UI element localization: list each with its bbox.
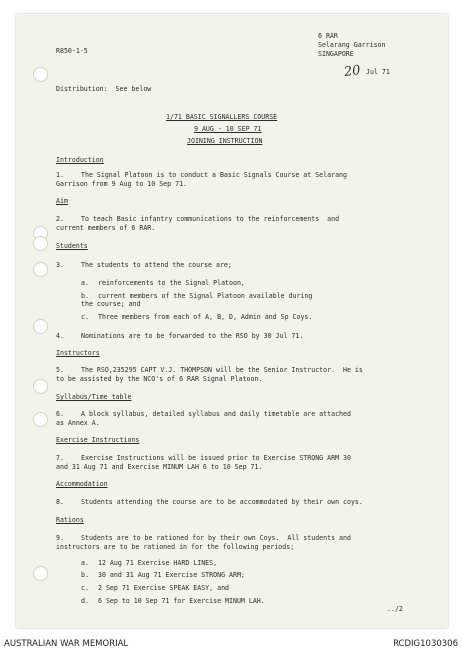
para-number: 1.: [56, 171, 64, 179]
para-text: and 31 Aug 71 and Exercise MINUM LAH 6 to 10 Sep 71.: [56, 463, 263, 471]
para-number: 3.: [56, 261, 64, 269]
para-text: Exercise Instructions will be issued prior to Exercise STRONG ARM 30: [81, 454, 351, 462]
list-label: b.: [81, 292, 89, 300]
para-number: 5.: [56, 366, 64, 374]
typed-date: Jul 71: [366, 68, 390, 76]
para-text: To teach Basic infantry communications to the reinforcements and: [81, 215, 340, 223]
punch-hole: [33, 236, 48, 251]
para-text: Nominations are to be forwarded to the RSO by 30 Jul 71.: [81, 332, 304, 340]
para-text: current members of 6 RAR.: [56, 224, 156, 232]
section-heading-rations: Rations: [56, 516, 84, 524]
list-label: a.: [81, 279, 89, 287]
para-number: 6.: [56, 410, 64, 418]
list-item: 2 Sep 71 Exercise SPEAK EASY, and: [98, 584, 230, 592]
page-continuation: ../2: [387, 605, 403, 613]
para-number: 8.: [56, 498, 64, 506]
handwritten-date-day: 20: [343, 62, 362, 81]
list-item: the course; and: [81, 300, 141, 308]
list-item: 12 Aug 71 Exercise HARD LINES,: [98, 559, 218, 567]
list-label: c.: [81, 584, 89, 592]
archive-credit: AUSTRALIAN WAR MEMORIAL: [4, 639, 129, 649]
para-text: The Signal Platoon is to conduct a Basic Signals Course at Selarang: [81, 171, 347, 179]
list-label: c.: [81, 313, 89, 321]
section-heading-exercise: Exercise Instructions: [56, 436, 140, 444]
para-text: A block syllabus, detailed syllabus and daily timetable are attached: [81, 410, 351, 418]
unit-location: Selarang Garrison: [318, 41, 386, 49]
punch-hole: [33, 67, 48, 82]
section-heading-instructors: Instructors: [56, 349, 100, 357]
distribution-line: Distribution: See below: [56, 85, 152, 93]
list-item: Three members from each of A, B, D, Admin and Sp Coys.: [98, 313, 313, 321]
unit-name: 6 RAR: [318, 32, 338, 40]
list-item: current members of the Signal Platoon available during: [98, 292, 313, 300]
archive-id: RCDIG1030306: [393, 639, 458, 649]
para-number: 9.: [56, 534, 64, 542]
para-number: 2.: [56, 215, 64, 223]
para-text: to be assisted by the NCO's of 6 RAR Signal Platoon.: [56, 375, 263, 383]
section-heading-introduction: Introduction: [56, 156, 104, 164]
punch-hole: [33, 262, 48, 277]
para-text: The RSO,235295 CAPT V.J. THOMPSON will be the Senior Instructor. He is: [81, 366, 363, 374]
list-label: b.: [81, 571, 89, 579]
punch-hole: [33, 412, 48, 427]
course-title: 1/71 BASIC SIGNALLERS COURSE: [166, 113, 278, 121]
course-dates: 9 AUG - 10 SEP 71: [194, 125, 262, 133]
section-heading-students: Students: [56, 242, 88, 250]
list-label: a.: [81, 559, 89, 567]
para-text: The students to attend the course are;: [81, 261, 232, 269]
list-item: 6 Sep to 10 Sep 71 for Exercise MINUM LAH.: [98, 597, 265, 605]
punch-hole: [33, 379, 48, 394]
list-item: reinforcements to the Signal Platoon,: [98, 279, 245, 287]
list-item: 30 and 31 Aug 71 Exercise STRONG ARM;: [98, 571, 245, 579]
file-reference: R850-1-5: [56, 47, 88, 55]
para-text: Students attending the course are to be accommodated by their own coys.: [81, 498, 363, 506]
unit-country: SINGAPORE: [318, 50, 354, 58]
section-heading-aim: Aim: [56, 197, 68, 205]
punch-hole: [33, 319, 48, 334]
para-number: 4.: [56, 332, 64, 340]
list-label: d.: [81, 597, 89, 605]
para-number: 7.: [56, 454, 64, 462]
section-heading-accommodation: Accommodation: [56, 480, 108, 488]
para-text: instructors are to be rationed in for the following periods;: [56, 543, 295, 551]
para-text: as Annex A.: [56, 419, 100, 427]
para-text: Garrison from 9 Aug to 10 Sep 71.: [56, 180, 188, 188]
punch-hole: [33, 566, 48, 581]
section-heading-syllabus: Syllabus/Time table: [56, 393, 132, 401]
para-text: Students are to be rationed for by their own Coys. All students and: [81, 534, 351, 542]
document-type: JOINING INSTRUCTION: [187, 137, 263, 145]
